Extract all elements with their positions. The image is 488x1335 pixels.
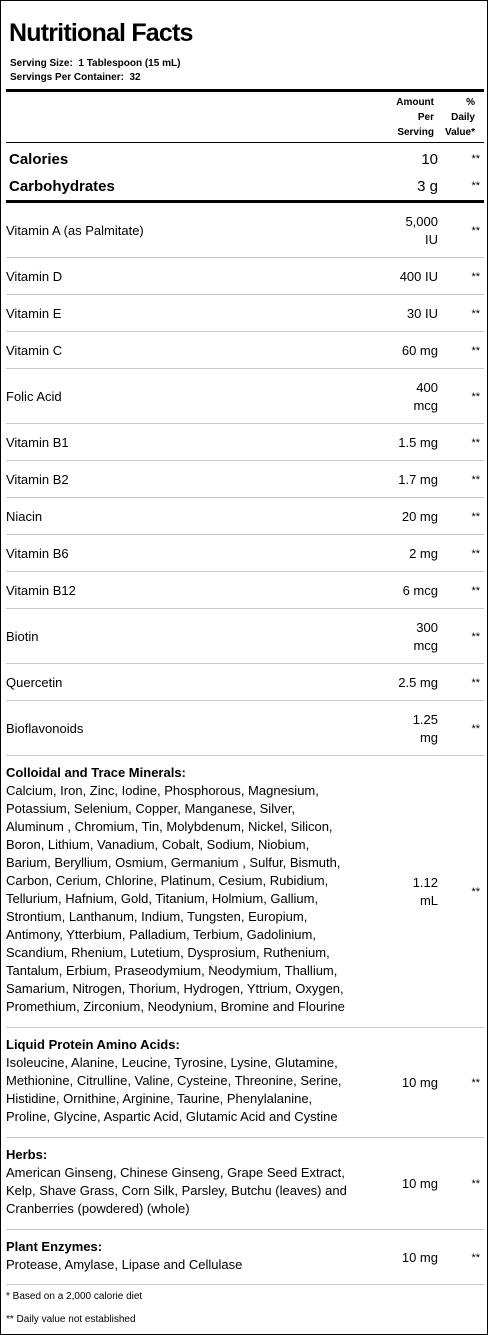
amount-value: 400 IU <box>399 268 438 284</box>
ingredient-line: Boron, Lithium, Vanadium, Cobalt, Sodium, Niobium, <box>6 837 310 852</box>
nutrient-row <box>6 498 484 535</box>
amount-value: 30 IU <box>406 305 438 321</box>
amount-value: 1.25 mg <box>412 711 438 745</box>
ingredient-line: Promethium, Zirconium, Neodynium, Bromine and Flourine <box>6 999 345 1014</box>
servings-per-container: Servings Per Container: 32 <box>10 72 141 83</box>
amount-value: 400 mcg <box>413 379 438 413</box>
daily-value: ** <box>471 436 480 449</box>
ingredient-line: Histidine, Ornithine, Arginine, Taurine, Phenylalanine, <box>6 1091 313 1106</box>
daily-value: ** <box>471 153 480 165</box>
panel-title: Nutritional Facts <box>9 19 193 47</box>
daily-value: ** <box>471 390 480 403</box>
header-rule <box>6 142 484 143</box>
amount-value: 10 mg <box>401 1249 438 1265</box>
amount-value: 10 <box>421 151 438 168</box>
ingredient-line: Tellurium, Hafnium, Gold, Titanium, Holmium, Gallium, <box>6 891 319 906</box>
amount-value: 3 g <box>417 178 438 195</box>
ingredient-line: Strontium, Lanthanum, Indium, Tungsten, Europium, <box>6 909 308 924</box>
ingredient-line: Scandium, Rhenium, Lutetium, Dysprosium, Ruthenium, <box>6 945 330 960</box>
amount-value: 10 mg <box>401 1075 438 1090</box>
ingredient-line: Samarium, Nitrogen, Thorium, Hydrogen, Yttrium, Oxygen, <box>6 981 344 996</box>
ingredient-block <box>6 1138 484 1230</box>
ingredient-line: Cranberries (powdered) (whole) <box>6 1201 190 1216</box>
nutrient-row <box>6 258 484 295</box>
nutrient-row <box>6 572 484 609</box>
daily-value: ** <box>471 307 480 320</box>
ingredient-line: Potassium, Selenium, Copper, Manganese, Silver, <box>6 801 296 816</box>
nutrient-name: Folic Acid <box>6 388 62 404</box>
ingredient-line: Isoleucine, Alanine, Leucine, Tyrosine, Lysine, Glutamine, <box>6 1055 338 1070</box>
major-row-carbohydrates <box>6 176 484 200</box>
daily-value: ** <box>471 224 480 237</box>
daily-value: ** <box>471 344 480 357</box>
block-heading: Plant Enzymes: <box>6 1239 103 1254</box>
nutrient-row <box>6 461 484 498</box>
nutrient-name: Carbohydrates <box>9 178 115 195</box>
nutrient-name: Vitamin B2 <box>6 471 69 487</box>
nutrient-row <box>6 369 484 424</box>
nutrient-row <box>6 664 484 701</box>
ingredient-line: Carbon, Cerium, Chlorine, Platinum, Cesium, Rubidium, <box>6 873 329 888</box>
amount-value: 300 mcg <box>413 619 438 653</box>
block-ingredient-list <box>6 1256 384 1274</box>
daily-value: ** <box>471 630 480 643</box>
ingredient-line: Barium, Beryllium, Osmium, Germanium , Sulfur, Bismuth, <box>6 855 341 870</box>
nutrient-row <box>6 535 484 572</box>
nutrient-name: Vitamin B12 <box>6 582 76 598</box>
amount-value: 20 mg <box>401 508 438 524</box>
amount-header: Amount Per Serving <box>396 97 434 138</box>
ingredient-line: Antimony, Ytterbium, Palladium, Terbium, Gadolinium, <box>6 927 316 942</box>
block-ingredient-list <box>6 782 384 1016</box>
daily-value: ** <box>471 547 480 560</box>
daily-value: ** <box>471 886 480 898</box>
ingredient-line: Aluminum , Chromium, Tin, Molybdenum, Nickel, Silicon, <box>6 819 333 834</box>
ingredient-line: Proline, Glycine, Aspartic Acid, Glutamic Acid and Cystine <box>6 1109 338 1124</box>
major-row-calories <box>6 149 484 173</box>
block-heading: Herbs: <box>6 1147 48 1162</box>
ingredient-line: Tantalum, Erbium, Praseodymium, Neodymium, Thallium, <box>6 963 338 978</box>
amount-value: 5,000 IU <box>405 213 438 247</box>
daily-value: ** <box>471 676 480 689</box>
ingredient-line: Calcium, Iron, Zinc, Iodine, Phosphorous, Magnesium, <box>6 783 319 798</box>
amount-value: 10 mg <box>401 1176 438 1191</box>
daily-value: ** <box>471 473 480 486</box>
serving-size: Serving Size: 1 Tablespoon (15 mL) <box>10 58 181 69</box>
nutrient-row <box>6 295 484 332</box>
daily-value-header: % Daily Value* <box>444 97 475 138</box>
amount-value: 2 mg <box>409 545 438 561</box>
nutrient-name: Niacin <box>6 508 43 524</box>
amount-value: 2.5 mg <box>398 674 438 690</box>
footnote-daily-value: ** Daily value not established <box>6 1314 136 1325</box>
nutrient-row <box>6 424 484 461</box>
block-ingredient-list <box>6 1054 384 1126</box>
nutrient-row <box>6 332 484 369</box>
daily-value: ** <box>471 584 480 597</box>
daily-value: ** <box>471 1251 480 1264</box>
nutrient-name: Vitamin D <box>6 268 63 284</box>
daily-value: ** <box>471 1077 480 1089</box>
amount-value: 1.12 mL <box>412 875 438 908</box>
block-ingredient-list <box>6 1164 384 1218</box>
nutrient-name: Vitamin A (as Palmitate) <box>6 222 144 238</box>
daily-value: ** <box>471 722 480 735</box>
nutrient-name: Vitamin B1 <box>6 434 69 450</box>
amount-value: 6 mcg <box>402 582 438 598</box>
nutrient-row <box>6 701 484 756</box>
ingredient-line: Kelp, Shave Grass, Corn Silk, Parsley, Butchu (leaves) and <box>6 1183 347 1198</box>
nutrient-row <box>6 609 484 664</box>
block-heading: Colloidal and Trace Minerals: <box>6 765 186 780</box>
daily-value: ** <box>471 1178 480 1190</box>
ingredient-block <box>6 756 484 1028</box>
ingredient-line: Protease, Amylase, Lipase and Cellulase <box>6 1257 243 1272</box>
daily-value: ** <box>471 270 480 283</box>
amount-value: 1.7 mg <box>398 471 438 487</box>
ingredient-line: Methionine, Citrulline, Valine, Cysteine, Threonine, Serine, <box>6 1073 342 1088</box>
thick-rule-top <box>6 89 484 92</box>
ingredient-line: American Ginseng, Chinese Ginseng, Grape Seed Extract, <box>6 1165 345 1180</box>
nutrient-name: Quercetin <box>6 674 63 690</box>
ingredient-block <box>6 1230 484 1285</box>
daily-value: ** <box>471 180 480 192</box>
amount-value: 1.5 mg <box>398 434 438 450</box>
amount-value: 60 mg <box>401 342 438 358</box>
nutrient-name: Calories <box>9 151 69 168</box>
nutrient-name: Vitamin C <box>6 342 63 358</box>
nutrient-name: Biotin <box>6 628 39 644</box>
nutrient-row <box>6 203 484 258</box>
nutrient-name: Vitamin B6 <box>6 545 69 561</box>
footnote-calorie-basis: * Based on a 2,000 calorie diet <box>6 1291 143 1302</box>
daily-value: ** <box>471 510 480 523</box>
ingredient-block <box>6 1028 484 1138</box>
block-heading: Liquid Protein Amino Acids: <box>6 1037 180 1052</box>
nutrient-name: Vitamin E <box>6 305 62 321</box>
nutrient-name: Bioflavonoids <box>6 720 84 736</box>
